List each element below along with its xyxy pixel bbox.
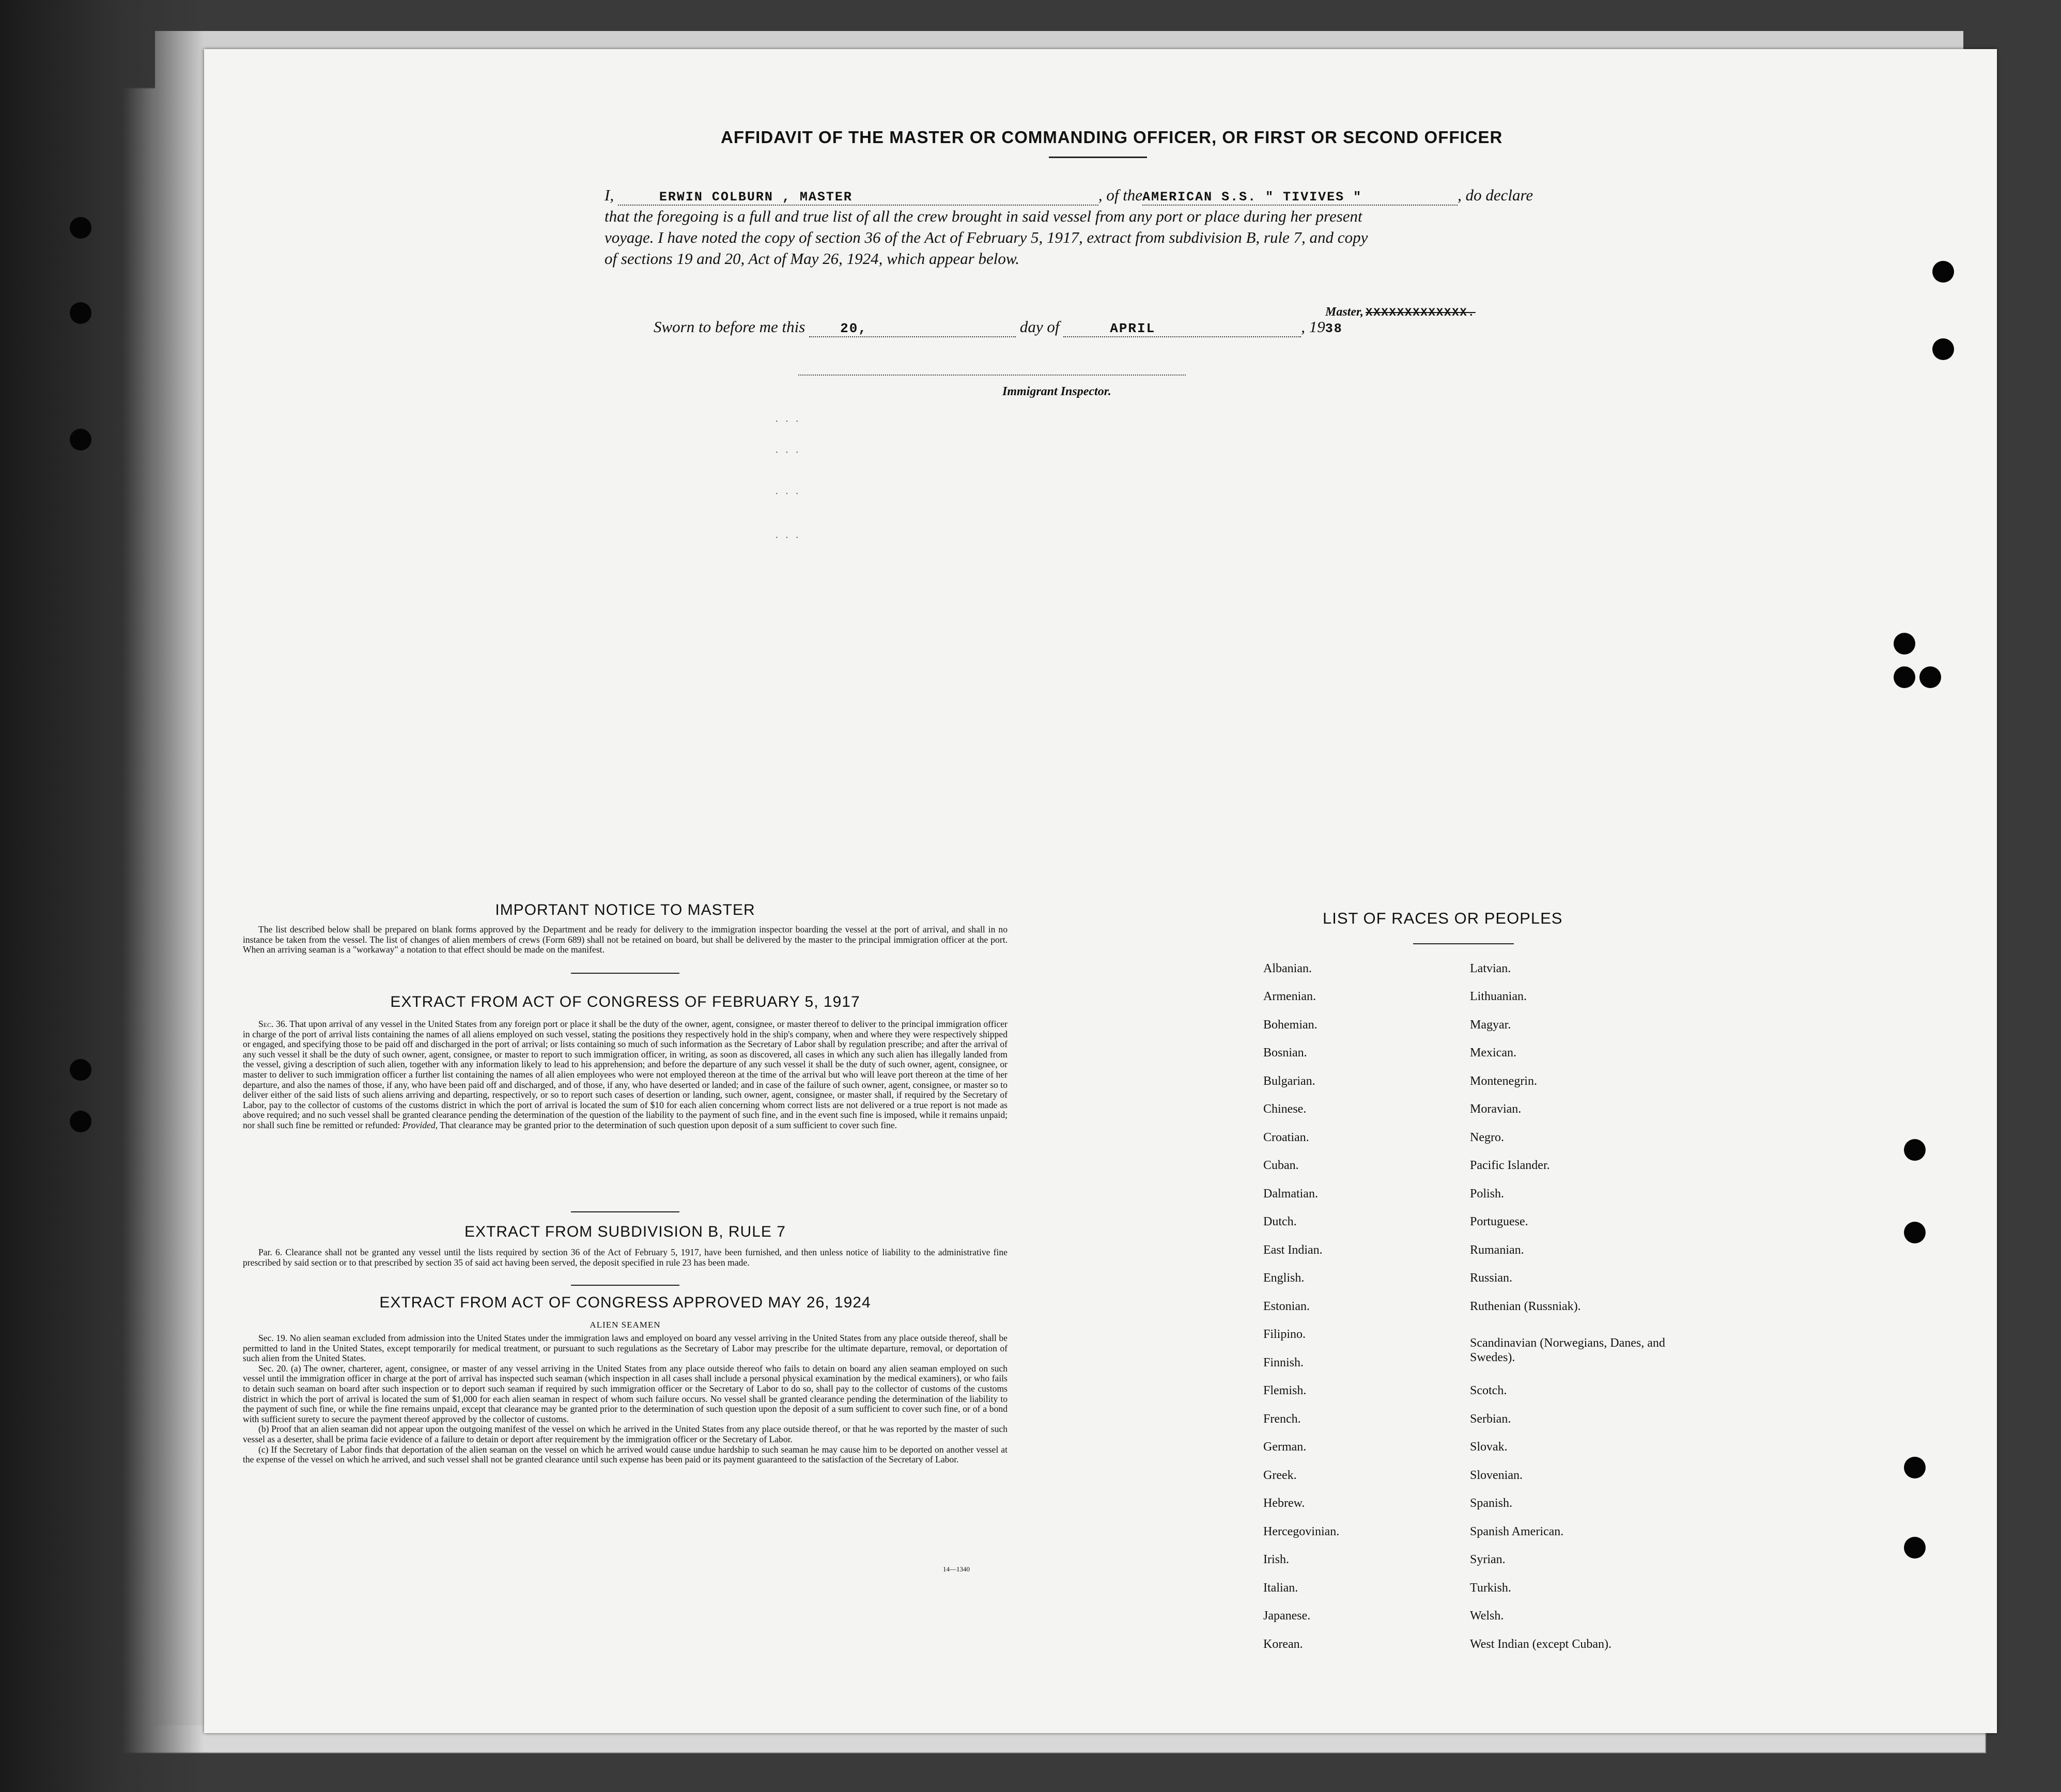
act-1917-body: That clearance may be granted prior to the determination of such question upon deposit of a sum sufficient to cover such fine. <box>440 1119 897 1130</box>
notice-paragraph: The list described below shall be prepared on blank forms approved by the Department and be ready for delivery to the immigration inspector boarding the vessel at the port of arrival, and shall in no instance be taken from the vessel. The list of changes of alien members of crews (Form 689) shall not be retained on board, but shall be delivered by the master to the principal immigration officer at the port. When an arriving seaman is a "workaway" a notation to that effect should be made on the manifest. <box>243 924 1008 955</box>
race-left: German. <box>1263 1440 1307 1454</box>
affidavit-prefix: I, <box>605 186 614 204</box>
race-left: Albanian. <box>1263 962 1312 975</box>
race-right: West Indian (except Cuban). <box>1470 1638 1611 1651</box>
act-1917-body: That upon arrival of any vessel in the United States from any foreign port or place it shall be the duty of the owner, agent, consignee, or master thereof to deliver to the principal immigration officer in charge of the port of arrival lists containing the names of all aliens employed on such vessel, stating the positions they respectively hold in the ship's company, when and where they were respectively shipped or engaged, and specifying those to be paid off and discharged in the port of arrival; or lists containing so much of such information as the Secretary of Labor shall by regulation prescribe; and after the arrival of any such vessel it shall be the duty of such owner, agent, consignee, or master to report to such immigration officer, in writing, as soon as discovered, all cases in which any such alien has illegally landed from the vessel, giving a description of such alien, together with any information likely to lead to his apprehension; and before the departure of any such vessel it shall be the duty of such owner, agent, consignee, or master to deliver to such immigration officer a further list containing the names of all alien employees who were not employed thereon at the time of the arrival but who will leave port thereon at the time of her departure, and also the names of those, if any, who have been paid off and discharged, and of those, if any, who have deserted or landed; and in case of the failure of such owner, agent, consignee, or master so to deliver either of the said lists of such aliens arriving and departing, respectively, or so to report such cases of desertion or landing, such owner, agent, consignee, or master shall, if required by the Secretary of Labor, pay to the collector of customs of the customs district in which the port of arrival is located the sum of $10 for each alien concerning whom correct lists are not delivered or a true report is not made as above required; and no such vessel shall be granted clearance pending the determination of the question of the liability to the payment of such fine, and in the event such fine is imposed, while it remains unpaid; nor shall such fine be remitted or refunded: <box>243 1019 1008 1130</box>
race-right: Spanish. <box>1470 1497 1513 1510</box>
binder-hole <box>1904 1457 1926 1478</box>
sworn-line <box>654 318 1343 337</box>
race-right: Latvian. <box>1470 962 1511 975</box>
race-left: Estonian. <box>1263 1300 1310 1313</box>
race-right: Montenegrin. <box>1470 1074 1537 1088</box>
race-left: Armenian. <box>1263 990 1316 1003</box>
race-left: French. <box>1263 1412 1301 1426</box>
act-1924-title: EXTRACT FROM ACT OF CONGRESS APPROVED MAY 26, 1924 <box>379 1294 871 1311</box>
race-right: Ruthenian (Russniak). <box>1470 1300 1581 1313</box>
race-right: Rumanian. <box>1470 1243 1524 1257</box>
faint-marks: · · · <box>775 416 801 427</box>
race-right: Scandinavian (Norwegians, Danes, and Swedes). <box>1470 1336 1665 1364</box>
race-right: Slovak. <box>1470 1440 1508 1454</box>
race-left: Cuban. <box>1263 1159 1299 1172</box>
faint-marks: · · · <box>775 447 801 458</box>
race-left: Bulgarian. <box>1263 1074 1315 1088</box>
section-rule <box>571 973 679 974</box>
sec20c-paragraph: (c) If the Secretary of Labor finds that deportation of the alien seaman on the vessel on which he arrived would cause undue hardship to such seaman he may cause him to be deported on another vessel at the expense of the vessel on which he arrived, and such vessel shall not be granted clearance until such expense has been paid or its payment guaranteed to the satisfaction of the Secretary of Labor. <box>243 1444 1008 1465</box>
race-right: Scotch. <box>1470 1384 1507 1397</box>
master-signature <box>1325 305 1476 319</box>
rule7-text <box>243 1248 1008 1268</box>
binder-hole <box>70 429 91 450</box>
inspector-signature-line <box>798 375 1186 376</box>
sec20b-paragraph: (b) Proof that an alien seaman did not appear upon the outgoing manifest of the vessel on which he arrived in the United States from any place outside thereof, or that he was reported by the master of such vessel as a deserter, shall be prima facie evidence of a failure to detain or deport after requirement by the immigration officer or the Secretary of Labor. <box>243 1424 1008 1444</box>
race-left: East Indian. <box>1263 1243 1323 1257</box>
vessel-name-field: AMERICAN S.S. " TIVIVES " <box>1142 190 1458 206</box>
sworn-year: 38 <box>1325 321 1343 336</box>
race-right: Serbian. <box>1470 1412 1511 1426</box>
race-right: Pacific Islander. <box>1470 1159 1550 1172</box>
binder-hole <box>1894 633 1915 655</box>
race-left: Filipino. <box>1263 1328 1306 1341</box>
race-right: Syrian. <box>1470 1553 1506 1566</box>
section-label: Sec. 36. <box>258 1019 288 1029</box>
title-rule <box>1049 157 1147 158</box>
section-rule <box>571 1285 679 1286</box>
section-rule <box>571 1211 679 1212</box>
race-right: Lithuanian. <box>1470 990 1527 1003</box>
sworn-day-field: 20, <box>809 321 1016 337</box>
binder-hole <box>70 217 91 239</box>
act-1924-text <box>243 1333 1008 1465</box>
race-left: Irish. <box>1263 1553 1289 1566</box>
race-left: Flemish. <box>1263 1384 1307 1397</box>
race-right: Polish. <box>1470 1187 1505 1201</box>
binder-hole <box>1904 1139 1926 1161</box>
rule7-title: EXTRACT FROM SUBDIVISION B, RULE 7 <box>464 1223 786 1240</box>
form-number: 14—1340 <box>943 1565 970 1573</box>
sworn-month-field: APRIL <box>1063 321 1301 337</box>
binder-hole <box>70 302 91 324</box>
race-left: Korean. <box>1263 1638 1303 1651</box>
manifest-page <box>204 49 1997 1733</box>
affidavit-text: , do declare <box>1458 186 1533 204</box>
affidavit-line-4: of sections 19 and 20, Act of May 26, 1924, which appear below. <box>605 250 1020 268</box>
binder-hole <box>1904 1222 1926 1243</box>
binder-hole <box>1904 1537 1926 1559</box>
race-right: Portuguese. <box>1470 1215 1528 1228</box>
inspector-label: Immigrant Inspector. <box>1002 385 1111 398</box>
rule7-paragraph: Par. 6. Clearance shall not be granted any vessel until the lists required by section 36 of the Act of February 5, 1917, have been furnished, and then unless notice of liability to the administrative fine prescribed by said section or to that prescribed by section 35 of said act having been served, the deposit specified in rule 23 has been made. <box>243 1247 1008 1268</box>
race-left: Bohemian. <box>1263 1018 1318 1032</box>
sworn-text: , 19 <box>1301 318 1325 336</box>
faint-marks: · · · <box>775 488 801 500</box>
alien-seamen-subtitle: ALIEN SEAMEN <box>590 1320 661 1330</box>
notice-title: IMPORTANT NOTICE TO MASTER <box>495 901 755 918</box>
sworn-text: day of <box>1019 318 1060 336</box>
affidavit-line-1 <box>605 186 1533 206</box>
binder-hole <box>70 1111 91 1132</box>
race-left: Hebrew. <box>1263 1497 1305 1510</box>
affidavit-title: AFFIDAVIT OF THE MASTER OR COMMANDING OFFICER, OR FIRST OR SECOND OFFICER <box>721 128 1503 147</box>
race-left: Greek. <box>1263 1469 1297 1482</box>
race-left: Croatian. <box>1263 1131 1309 1144</box>
master-struck: XXXXXXXXXXXXX. <box>1366 306 1476 319</box>
race-right: Slovenian. <box>1470 1469 1523 1482</box>
act-1917-text <box>243 1019 1008 1131</box>
race-left: Dutch. <box>1263 1215 1297 1228</box>
provided-word: Provided, <box>402 1119 438 1130</box>
race-left: Dalmatian. <box>1263 1187 1318 1201</box>
race-left: Chinese. <box>1263 1102 1307 1116</box>
binder-hole <box>1932 338 1954 360</box>
scan-edge <box>0 0 204 1792</box>
binder-hole <box>1919 666 1941 688</box>
act-1917-title: EXTRACT FROM ACT OF CONGRESS OF FEBRUARY 5, 1917 <box>390 993 860 1010</box>
race-right: Russian. <box>1470 1271 1513 1285</box>
race-right: Negro. <box>1470 1131 1504 1144</box>
binder-hole <box>1894 666 1915 688</box>
race-right: Magyar. <box>1470 1018 1511 1032</box>
race-right: Mexican. <box>1470 1046 1516 1059</box>
binder-hole <box>70 1059 91 1081</box>
race-left: Japanese. <box>1263 1609 1311 1623</box>
race-right: Spanish American. <box>1470 1525 1564 1538</box>
race-left: Finnish. <box>1263 1356 1304 1369</box>
sworn-text: Sworn to before me this <box>654 318 805 336</box>
master-name-field: ERWIN COLBURN , MASTER <box>618 190 1098 206</box>
notice-text <box>243 925 1008 955</box>
sec19-paragraph: Sec. 19. No alien seaman excluded from admission into the United States under the immigration laws and employed on board any vessel arriving in the United States from any place outside thereof, shall be permitted to land in the United States, except temporarily for medical treatment, or pursuant to such regulations as the Secretary of Labor may prescribe for the ultimate departure, removal, or deportation of such alien from the United States. <box>243 1333 1008 1364</box>
faint-marks: · · · <box>775 532 801 543</box>
race-right: Moravian. <box>1470 1102 1522 1116</box>
race-left: Hercegovinian. <box>1263 1525 1340 1538</box>
races-title: LIST OF RACES OR PEOPLES <box>1323 909 1563 927</box>
affidavit-line-3: voyage. I have noted the copy of section 36 of the Act of February 5, 1917, extract from subdivision B, rule 7, and copy <box>605 228 1368 246</box>
race-right: Turkish. <box>1470 1581 1511 1595</box>
master-label: Master, <box>1325 305 1364 319</box>
affidavit-line-2: that the foregoing is a full and true list of all the crew brought in said vessel from any port or place during her present <box>605 207 1362 225</box>
race-left: Bosnian. <box>1263 1046 1307 1059</box>
race-left: Italian. <box>1263 1581 1298 1595</box>
sec20a-paragraph: Sec. 20. (a) The owner, charterer, agent, consignee, or master of any vessel arriving in the United States from any place outside thereof who fails to detain on board any alien seaman employed on such vessel until the immigration officer in charge at the port of arrival has inspected such seaman (which inspection in all cases shall include a personal physical examination by the medical examiners), or who fails to detain such seaman on board after such inspection or to deport such seaman if required by such immigration officer or the Secretary of Labor to do so, shall pay to the collector of customs of the customs district in which the port of arrival is located the sum of $1,000 for each alien seaman in respect of whom such failure occurs. No vessel shall be granted clearance pending the determination of the liability to the payment of such fine, or while the fine remains unpaid, except that clearance may be granted prior to the determination of such question upon the deposit of a sum sufficient to cover such fine, or of a bond with sufficient surety to secure the payment thereof approved by the collector of customs. <box>243 1363 1008 1424</box>
race-left: English. <box>1263 1271 1305 1285</box>
races-rule <box>1413 943 1514 944</box>
binder-hole <box>1932 261 1954 283</box>
race-right: Welsh. <box>1470 1609 1504 1623</box>
affidavit-text: , of the <box>1098 186 1143 204</box>
